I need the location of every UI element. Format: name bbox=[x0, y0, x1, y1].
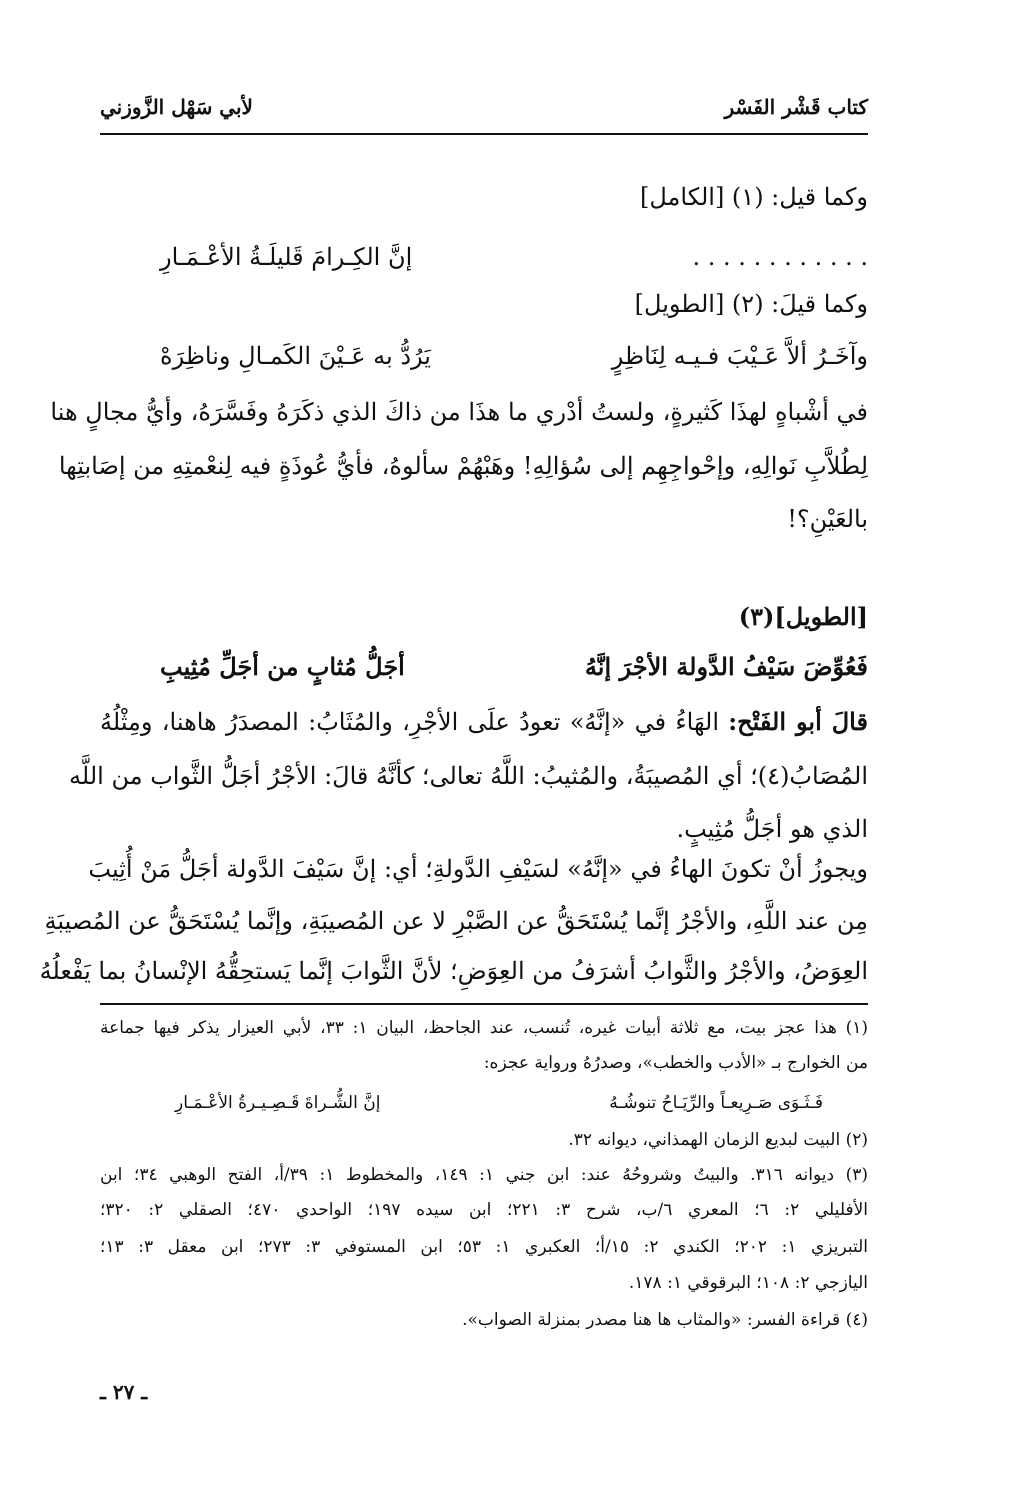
running-header bbox=[100, 95, 868, 129]
footnote-4: (٤) قراءة الفسر: «والمثاب ها هنا مصدر بمنزلة الصواب». bbox=[462, 1310, 868, 1330]
page-number: ـ ٢٧ ـ bbox=[100, 1380, 148, 1404]
footnote-2: (٢) البيت لبديع الزمان الهمذاني، ديوانه ٣٢. bbox=[568, 1130, 868, 1150]
commentary-text: الهَاءُ في «إنَّهُ» تعودُ علَى الأجْرِ، والمُثَابُ: المصدَرُ هاهنا، ومِثْلُهُ bbox=[100, 708, 719, 736]
meter-label: [الطويل](٣) bbox=[738, 602, 868, 631]
verse-3-second-hemistich: أجَلُّ مُثابٍ من أجَلِّ مُثِيبِ bbox=[160, 652, 405, 681]
commentary-line: المُصَابُ(٤)؛ أي المُصيبَةُ، والمُثيبُ: اللَّهُ تعالى؛ كأنَّهُ قالَ: الأجْرُ أجَلُّ الثَّواب من اللَّه bbox=[69, 762, 868, 790]
commentator-name: قالَ أبو الفَتْح: bbox=[728, 707, 868, 736]
verse-1-second-hemistich: إنَّ الكِـرامَ قَليلَـةُ الأعْـمَـارِ bbox=[160, 243, 413, 271]
paragraph-line: بالعَيْنِ؟! bbox=[787, 505, 868, 533]
footnote-3-cont: الأفليلي ٢: ٦؛ المعري ٦/ب، شرح ٣: ٢٢١؛ ابن سيده ١٩٧؛ الواحدي ٤٧٠؛ الصقلي ٢: ٣٢٠؛ bbox=[100, 1200, 868, 1220]
footnote-1-cont: من الخوارج بـ «الأدب والخطب»، وصدرُهُ ورواية عجزه: bbox=[483, 1053, 868, 1073]
commentary-line: الذي هو أجَلُّ مُثِيبٍ. bbox=[676, 815, 868, 843]
footnote-3-cont: اليازجي ٢: ١٠٨؛ البرقوقي ١: ١٧٨. bbox=[628, 1273, 868, 1293]
footnote-3: (٣) ديوانه ٣١٦. والبيتُ وشروحُهُ عند: ابن جني ١: ١٤٩، والمخطوط ١: ٣٩/أ، الفتح الوهبي ٣٤؛ ابن bbox=[100, 1165, 869, 1185]
intro-line-2: وكما قيلَ: (٢) [الطويل] bbox=[634, 290, 868, 318]
verse-2 bbox=[160, 342, 868, 382]
author-name: لأبي سَهْل الزَّوزني bbox=[100, 95, 253, 119]
paragraph-line: في أشْباهٍ لهذَا كَثيرةٍ، ولستُ أدْري ما هذَا من ذاكَ الذي ذكَرَهُ وفَسَّرَهُ، وأيُّ مجالٍ هنا bbox=[50, 398, 868, 426]
footnote-1: (١) هذا عجز بيت، مع ثلاثة أبيات غيره، تُنسب، عند الجاحظ، البيان ١: ٣٣، لأبي العيزار يذكر فيها جماعة bbox=[100, 1018, 869, 1038]
verse-2-first-hemistich: وآخَـرُ ألاَّ عَـيْبَ فـيـه لِنَاظِرٍ bbox=[611, 342, 868, 370]
intro-line-1: وكما قيل: (١) [الكامل] bbox=[640, 183, 868, 211]
verse-1 bbox=[160, 243, 868, 283]
paragraph-line: لِطُلاَّبِ نَوالِهِ، وإحْواجِهِم إلى سُؤالِهِ! وهَبْهُمْ سألوهُ، فأيُّ عُوذَةٍ فيه لِنعْمتِهِ من إصَابتِها bbox=[58, 452, 868, 480]
commentary-line: العِوَضُ، والأجْرُ والثَّوابُ أشرَفُ من العِوَضِ؛ لأنَّ الثَّوابَ إنَّما يَستحِقُّهُ الإنْسانُ بما يَفْعلُهُ bbox=[39, 957, 868, 985]
footnote-verse-first-hemistich: فَـثَـوَى صَـرِيعـاً والرِّيَـاحُ تنوشُـهُ bbox=[609, 1093, 823, 1113]
header-divider bbox=[100, 133, 868, 135]
commentary-line bbox=[100, 708, 868, 737]
footnote-verse-second-hemistich: إنَّ الشُّـراةَ قَـصِـيـرةُ الأعْـمَـارِ bbox=[175, 1093, 381, 1113]
verse-3-first-hemistich: فَعُوِّضَ سَيْفُ الدَّولة الأجْرَ إنَّهُ bbox=[584, 652, 868, 681]
verse-1-first-hemistich: . . . . . . . . . . . . bbox=[692, 243, 868, 271]
footnote-3-cont: التبريزي ١: ٢٠٢؛ الكندي ٢: ١٥/أ؛ العكبري ١: ٥٣؛ ابن المستوفي ٣: ٢٧٣؛ ابن معقل ٣: ١٣؛ bbox=[100, 1237, 868, 1257]
footnote-1-verse bbox=[175, 1093, 823, 1121]
footnote-divider bbox=[100, 1003, 868, 1005]
book-title: كتاب قَشْر الفَسْر bbox=[724, 95, 868, 119]
verse-3 bbox=[160, 652, 868, 692]
commentary-line: مِن عند اللَّهِ، والأجْرُ إنَّما يُسْتَحَقُّ عن الصَّبْرِ لا عن المُصيبَةِ، وإنَّما يُسْتَحَقُّ عن المُصيبَةِ bbox=[44, 907, 868, 935]
verse-2-second-hemistich: يَرُدُّ به عَـيْنَ الكَمـالِ وناظِرَهْ bbox=[160, 342, 431, 370]
commentary-line: ويجوزُ أنْ تكونَ الهاءُ في «إنَّهُ» لسَيْفِ الدَّولةِ؛ أي: إنَّ سَيْفَ الدَّولة أجَلُّ مَنْ أُثِيبَ bbox=[88, 855, 868, 883]
